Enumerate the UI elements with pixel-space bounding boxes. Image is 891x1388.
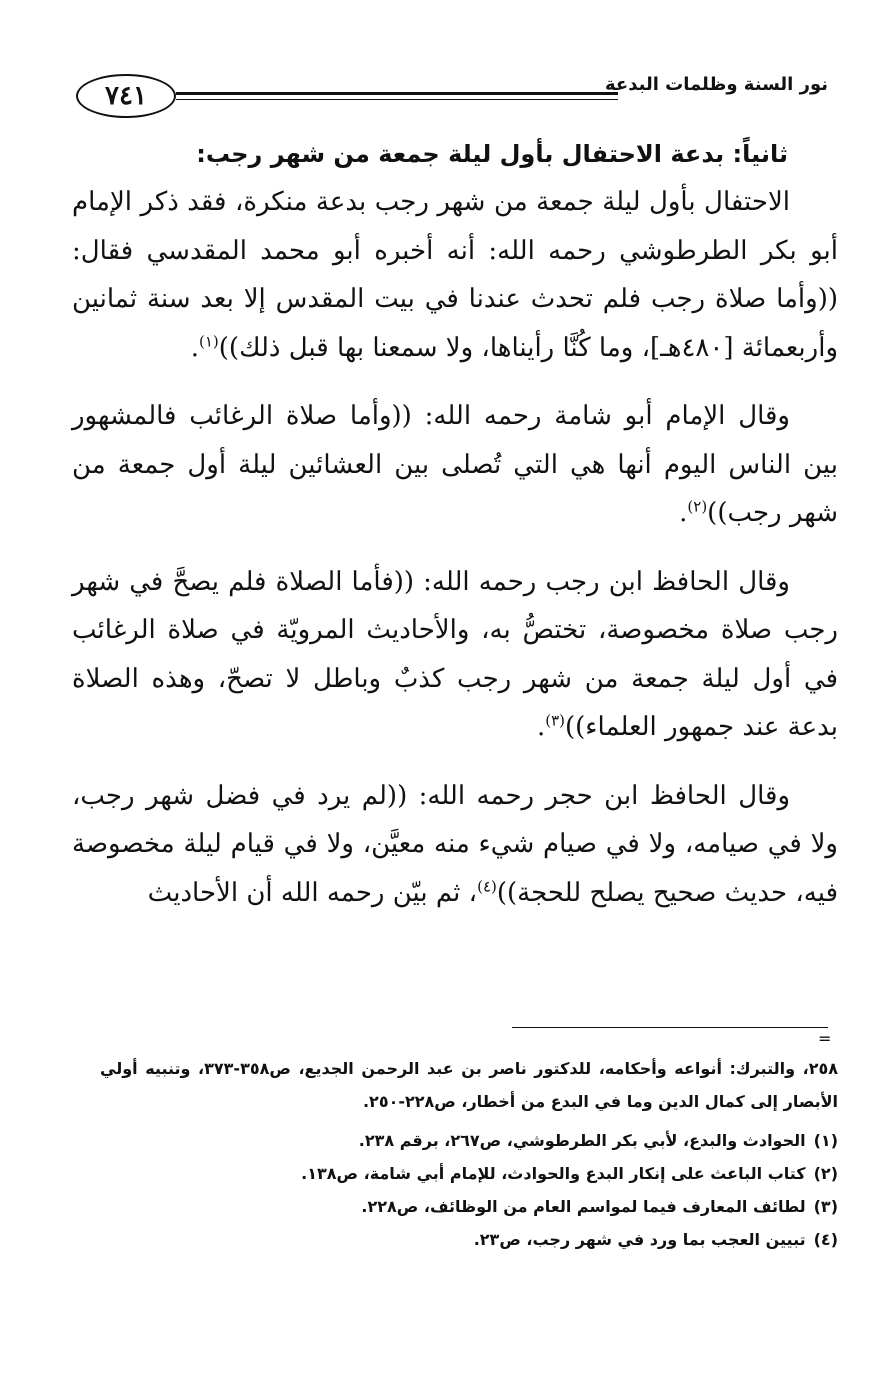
- paragraph-2: [72, 392, 838, 538]
- paragraph-end: .: [190, 332, 199, 363]
- paragraph-1: [72, 178, 838, 372]
- footnote-text: لطائف المعارف فيما لمواسم العام من الوظائف، ص٢٢٨.: [361, 1197, 806, 1216]
- footnote-2: [100, 1157, 838, 1190]
- paragraph-4: [72, 772, 838, 918]
- footnote-text: الحوادث والبدع، لأبي بكر الطرطوشي، ص٢٦٧، برقم ٢٣٨.: [358, 1131, 806, 1150]
- paragraph-end: ، ثم بيّن رحمه الله أن الأحاديث: [147, 877, 478, 908]
- section-title: ثانياً: بدعة الاحتفال بأول ليلة جمعة من شهر رجب:: [196, 140, 788, 168]
- footnote-ref-2[interactable]: (٢): [687, 497, 708, 516]
- main-text: [72, 130, 838, 917]
- book-title: نور السنة وظلمات البدعة: [604, 74, 828, 95]
- header-rule-thick: [176, 92, 618, 95]
- footnote-4: [100, 1223, 838, 1256]
- footnote-continuation-mark: =: [818, 1029, 832, 1048]
- paragraph-text: وقال الحافظ ابن رجب رحمه الله: ((فأما الصلاة فلم يصحَّ في شهر رجب صلاة مخصوصة، تختصُّ به، والأحاديث المرويّة في صلاة الرغائب في أول ليلة جمعة من شهر رجب كذبٌ وباطل لا تصحّ، وهذه الصلاة بدعة عند جمهور العلماء)): [72, 566, 838, 742]
- paragraph-text: وقال الحافظ ابن حجر رحمه الله: ((لم يرد في فضل شهر رجب، ولا في صيامه، ولا في صيام شيء منه معيَّن، ولا في قيام ليلة مخصوصة فيه، حديث صحيح يصلح للحجة)): [72, 780, 838, 908]
- footnote-number: (١): [813, 1131, 838, 1150]
- footnote-ref-4[interactable]: (٤): [477, 876, 497, 895]
- paragraph-text: وقال الإمام أبو شامة رحمه الله: ((وأما صلاة الرغائب فالمشهور بين الناس اليوم أنها هي التي تُصلى بين العشائين ليلة أول جمعة من شهر رجب)): [72, 401, 838, 528]
- paragraph-3: [72, 558, 838, 752]
- footnote-text: كتاب الباعث على إنكار البدع والحوادث، للإمام أبي شامة، ص١٣٨.: [301, 1164, 806, 1183]
- footnote-number: (٣): [813, 1197, 838, 1216]
- footnotes: [100, 1052, 838, 1256]
- footnote-separator-rule: [512, 1027, 828, 1028]
- paragraph-end: .: [679, 498, 688, 528]
- paragraph-end: .: [536, 712, 546, 742]
- footnote-3: [100, 1190, 838, 1223]
- running-header: [72, 66, 832, 126]
- page-number: ٧٤١: [76, 74, 176, 118]
- footnote-text: تبيين العجب بما ورد في شهر رجب، ص٢٣.: [473, 1230, 806, 1249]
- footnote-number: (٤): [813, 1230, 838, 1249]
- footnote-continuation: ٢٥٨، والتبرك: أنواعه وأحكامه، للدكتور ناصر بن عبد الرحمن الجديع، ص٣٥٨-٣٧٣، وتنبيه أولي الأبصار إلى كمال الدين وما في البدع من أخطار، ص٢٢٨-٢٥٠.: [100, 1059, 839, 1111]
- header-rule-thin: [176, 99, 618, 100]
- footnote-ref-3[interactable]: (٣): [545, 711, 566, 730]
- footnote-1: [100, 1124, 838, 1157]
- footnote-number: (٢): [813, 1164, 838, 1183]
- paragraph-text: الاحتفال بأول ليلة جمعة من شهر رجب بدعة منكرة، فقد ذكر الإمام أبو بكر الطرطوشي رحمه الله: أنه أخبره أبو محمد المقدسي فقال: ((وأما صلاة رجب فلم تحدث عندنا في بيت المقدس إلا بعد سنة ثمانين وأربعمائة [٤٨٠هـ]، وما كُنَّا رأيناها، ولا سمعنا بها قبل ذلك)): [72, 187, 838, 363]
- footnote-ref-1[interactable]: (١): [199, 331, 219, 350]
